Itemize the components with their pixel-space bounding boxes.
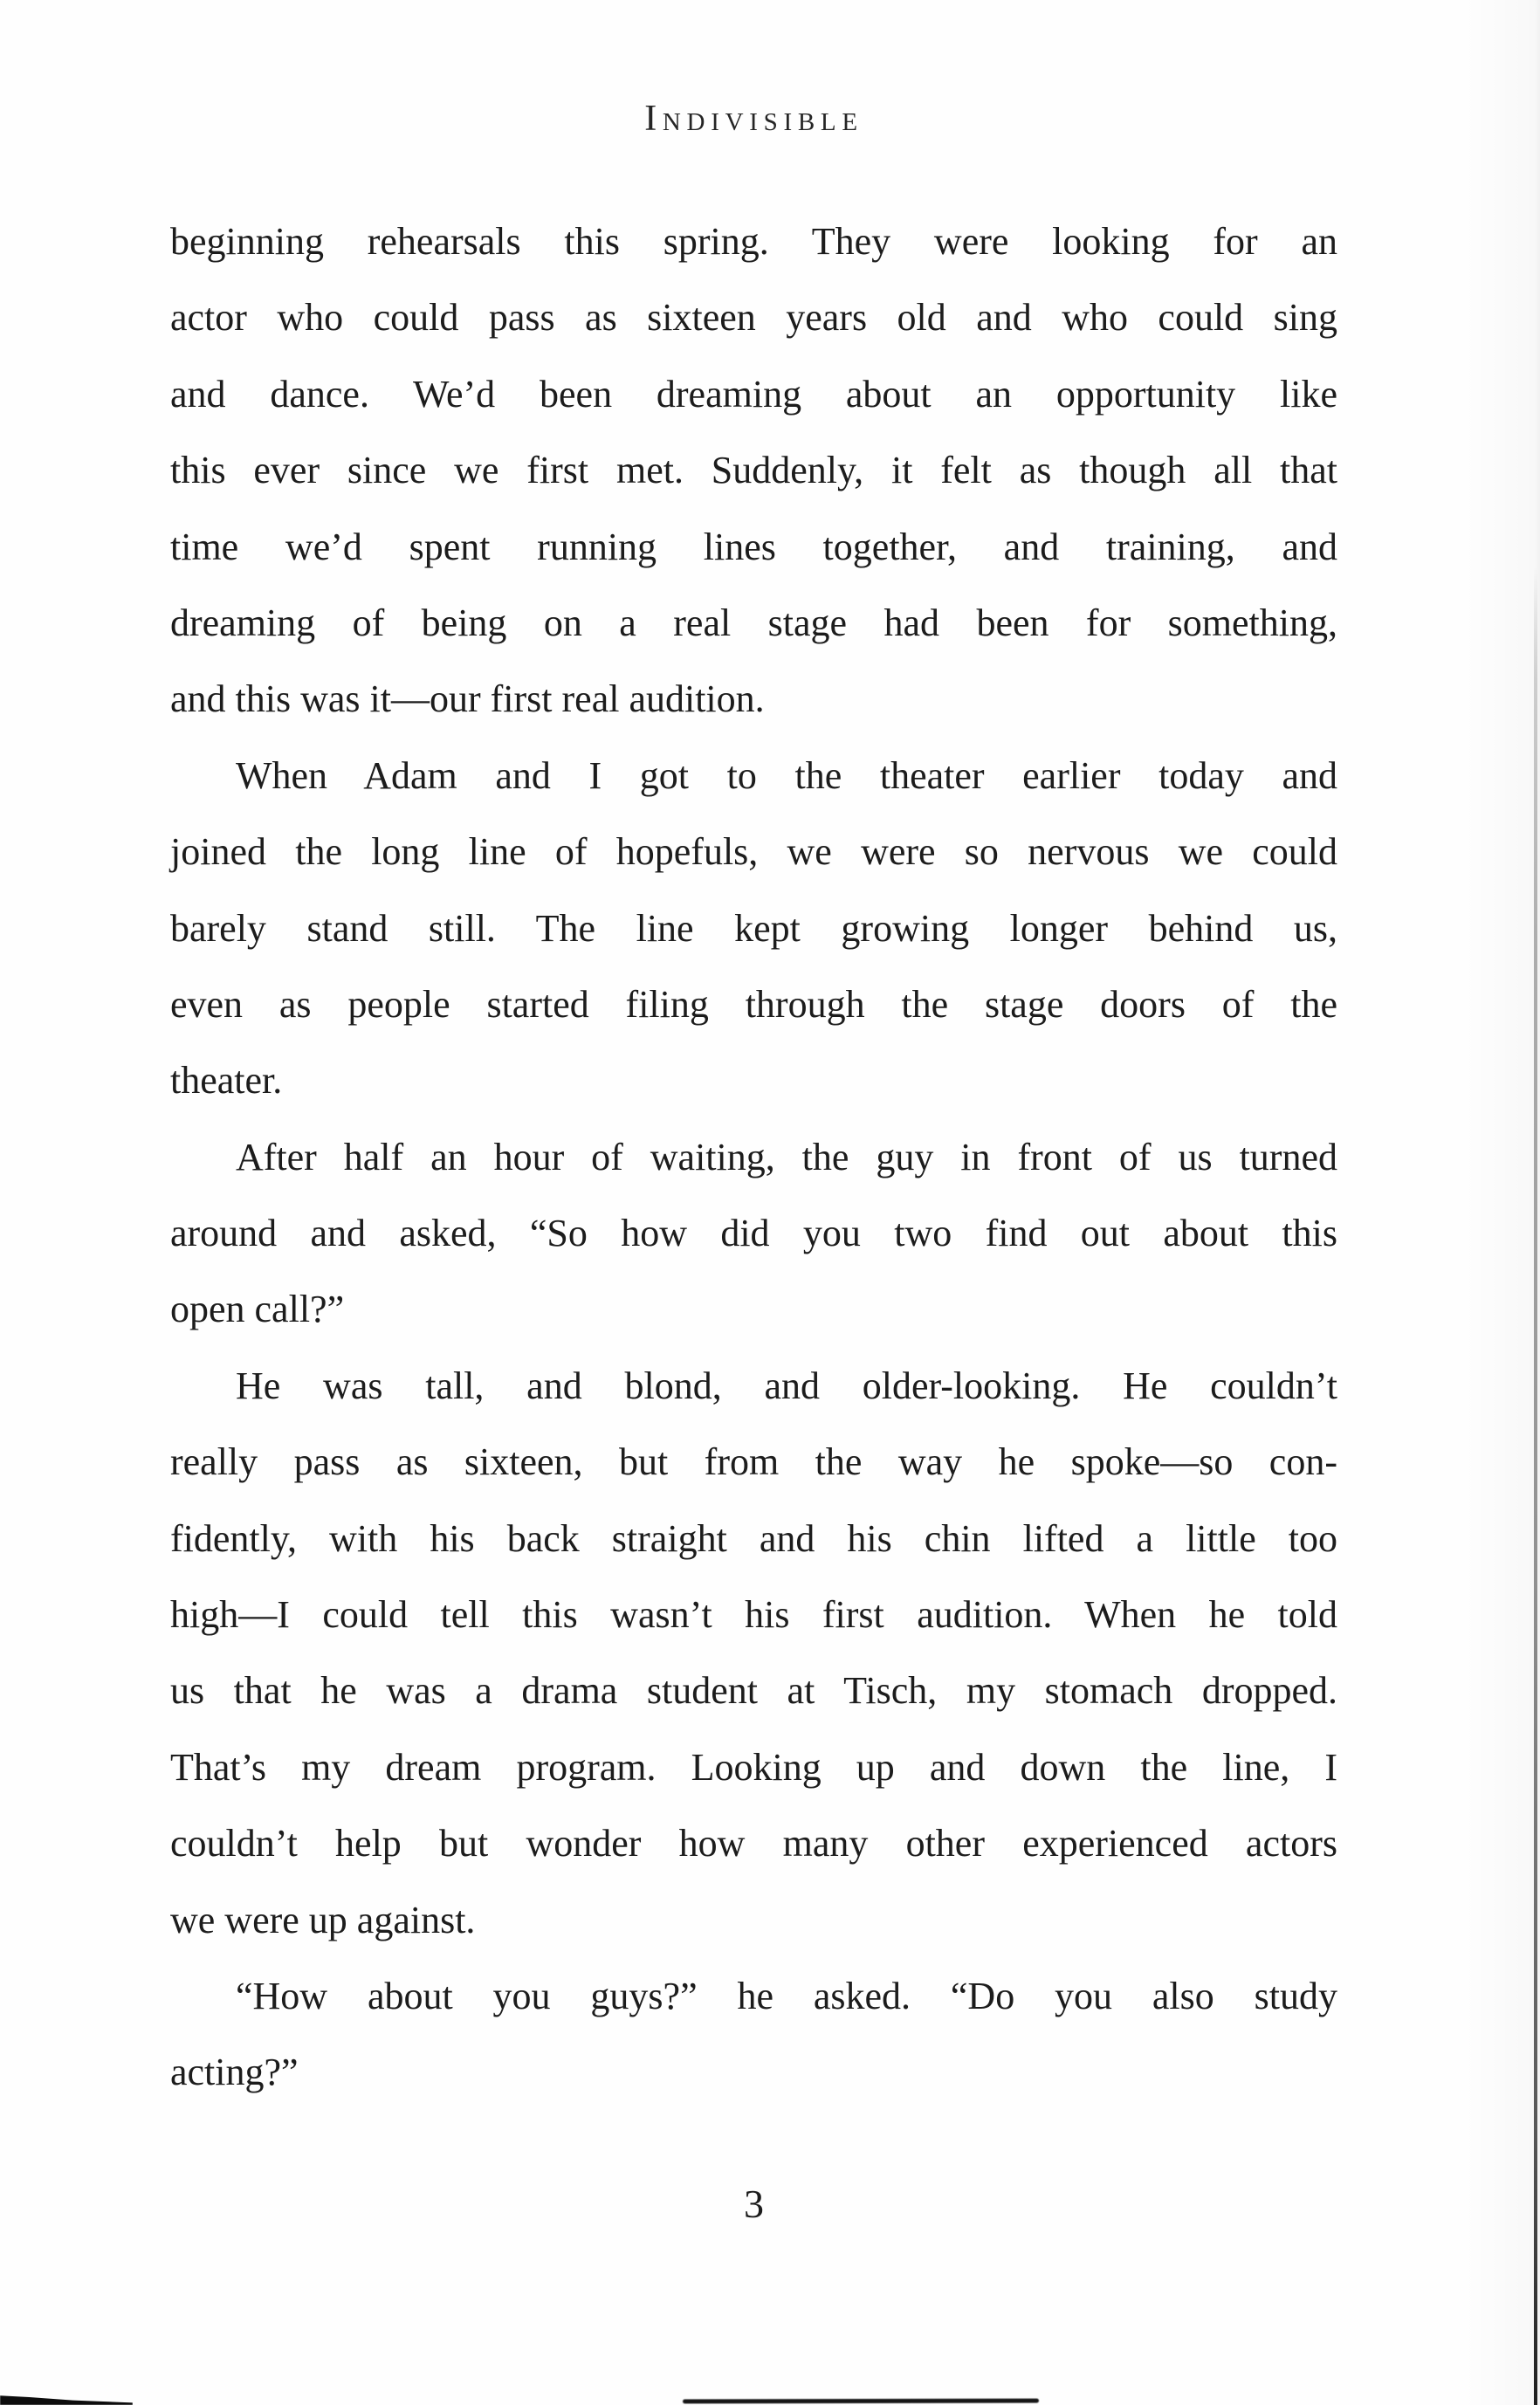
- text-line: really pass as sixteen, but from the way he spoke—so con-: [170, 1440, 1337, 1484]
- text-line: and this was it—our first real audition.: [170, 677, 765, 721]
- text-line: high—I could tell this wasn’t his first audition. When he told: [170, 1593, 1337, 1637]
- text-line: That’s my dream program. Looking up and down the line, I: [170, 1745, 1337, 1789]
- text-line: even as people started filing through the stage doors of the: [170, 982, 1337, 1026]
- text-line: joined the long line of hopefuls, we were so nervous we could: [170, 830, 1337, 874]
- text-line: fidently, with his back straight and his chin lifted a little too: [170, 1516, 1337, 1560]
- scan-artifact-bottom-center-line: [683, 2399, 1039, 2403]
- text-line: theater.: [170, 1059, 283, 1103]
- text-line: us that he was a drama student at Tisch, my stomach dropped.: [170, 1669, 1337, 1713]
- text-line: After half an hour of waiting, the guy in front of us turned: [236, 1135, 1337, 1178]
- running-head-title: Indivisible: [644, 99, 863, 139]
- text-line: we were up against.: [170, 1898, 476, 1941]
- text-line: couldn’t help but wonder how many other experienced actors: [170, 1822, 1337, 1866]
- text-line: acting?”: [170, 2051, 299, 2094]
- body-text: [170, 203, 1337, 2111]
- text-line: actor who could pass as sixteen years old and who could sing: [170, 296, 1337, 340]
- text-line: time we’d spent running lines together, and training, and: [170, 525, 1337, 568]
- text-line: and dance. We’d been dreaming about an opportunity like: [170, 372, 1337, 416]
- text-line: beginning rehearsals this spring. They were looking for an: [170, 220, 1337, 263]
- text-line: He was tall, and blond, and older-looking. He couldn’t: [236, 1364, 1337, 1407]
- text-line: open call?”: [170, 1288, 345, 1331]
- text-line: barely stand still. The line kept growing longer behind us,: [170, 906, 1337, 950]
- text-line: “How about you guys?” he asked. “Do you also study: [236, 1974, 1337, 2017]
- page-number: 3: [744, 2182, 764, 2226]
- scan-artifact-bottom-left-mark: [0, 2395, 133, 2405]
- scan-artifact-right-edge-line: [1534, 567, 1537, 2405]
- text-line: When Adam and I got to the theater earlier today and: [236, 753, 1337, 797]
- text-line: around and asked, “So how did you two find out about this: [170, 1212, 1337, 1255]
- text-line: this ever since we first met. Suddenly, it felt as though all that: [170, 449, 1337, 492]
- text-line: dreaming of being on a real stage had been for something,: [170, 601, 1337, 644]
